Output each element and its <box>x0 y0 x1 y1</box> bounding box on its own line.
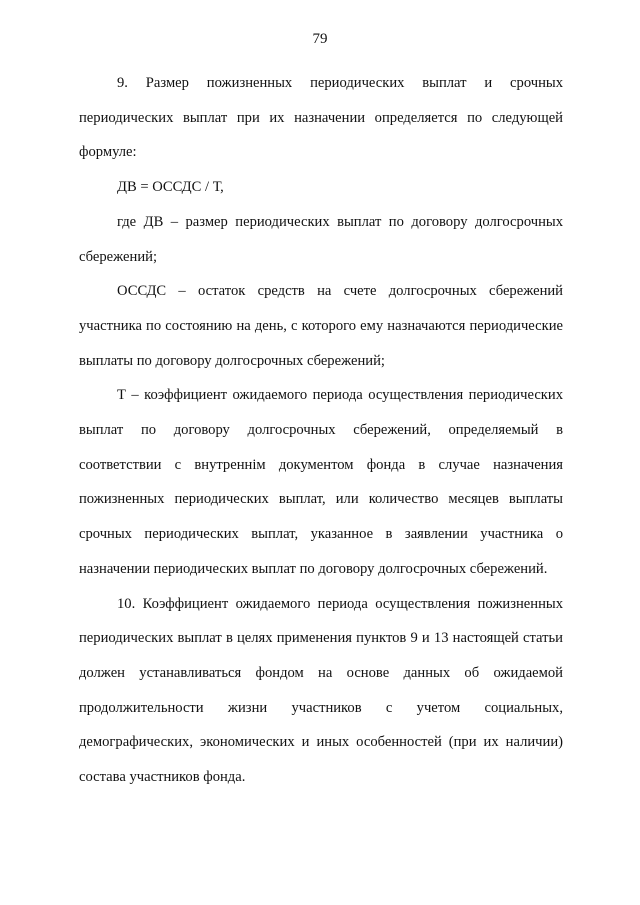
definition-t: Т – коэффициент ожидаемого периода осуществления периодических выплат по договору долгосрочных сбережений, определяемый в соответствии с внутреннім документом фонда в случае назначения пожизненных периодических выплат, или количество месяцев выплаты срочных периодических выплат, указанное в заявлении участника о назначении периодических выплат по договору долгосрочных сбережений. <box>79 387 563 577</box>
page-number: 79 <box>312 31 328 47</box>
paragraph-10: 10. Коэффициент ожидаемого периода осуществления пожизненных периодических выплат в целях применения пунктов 9 и 13 настоящей статьи должен устанавливаться фондом на основе данных об ожидаемой продолжительности жизни участников с учетом социальных, демографических, экономических и иных особенностей (при их наличии) состава участников фонда. <box>79 595 563 786</box>
document-body <box>79 66 563 795</box>
paragraph-9: 9. Размер пожизненных периодических выплат и срочных периодических выплат при их назначении определяется по следующей формуле: <box>79 75 563 161</box>
definition-ossds: ОССДС – остаток средств на счете долгосрочных сбережений участника по состоянию на день, с которого ему назначаются периодические выплаты по договору долгосрочных сбережений; <box>79 283 563 369</box>
formula: ДВ = ОССДС / Т, <box>117 179 224 196</box>
definition-dv: где ДВ – размер периодических выплат по договору долгосрочных сбережений; <box>79 213 563 265</box>
